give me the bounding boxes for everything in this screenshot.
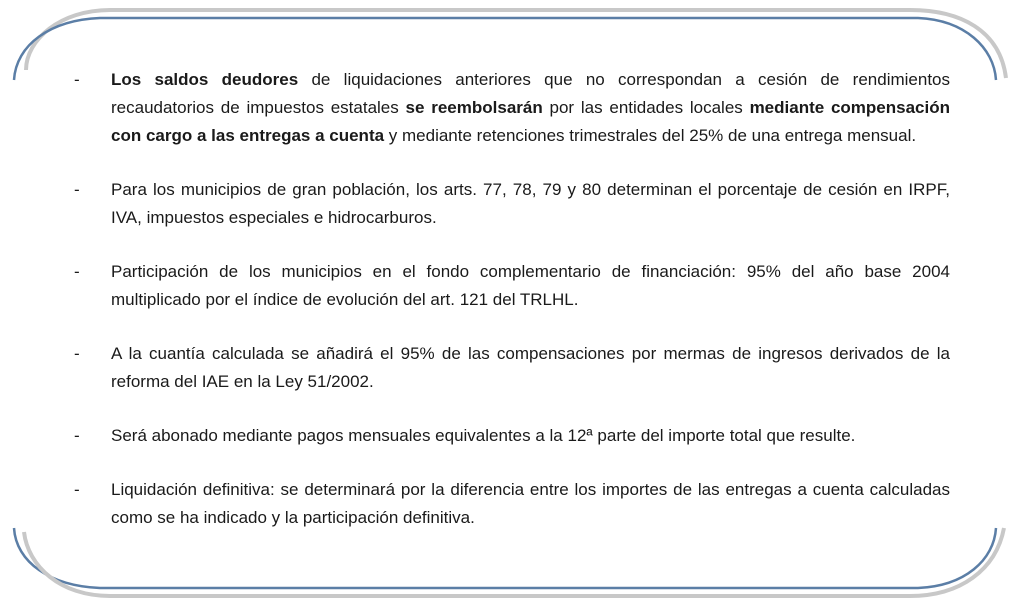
bullet-dash: - (74, 180, 80, 199)
bullet-dash: - (74, 426, 80, 445)
list-item (74, 66, 950, 150)
bullet-list (74, 66, 950, 550)
list-item-text (111, 258, 950, 314)
list-item-text (111, 340, 950, 396)
text-segment: de liquidaciones anteriores que no correspondan a cesión de rendimientos recaudatorios de impuestos estatales (111, 70, 950, 117)
bold-segment: se reembolsarán (405, 98, 543, 117)
bold-segment: mediante compensación con cargo a las entregas a cuenta (111, 98, 950, 145)
text-segment: por las entidades locales (542, 98, 750, 117)
text-segment: y mediante retenciones trimestrales del 25% de una entrega mensual. (384, 126, 917, 145)
text-segment: Liquidación definitiva: se determinará por la diferencia entre los importes de las entregas a cuenta calculadas como se ha indicado y la participación definitiva. (111, 480, 950, 527)
list-item (74, 476, 950, 532)
bullet-dash: - (74, 480, 80, 499)
list-item (74, 422, 950, 450)
text-segment: Participación de los municipios en el fondo complementario de financiación: 95% del año base 2004 multiplicado por el índice de evolución del art. 121 del TRLHL. (111, 262, 950, 309)
list-item (74, 176, 950, 232)
text-segment: Será abonado mediante pagos mensuales equivalentes a la 12ª parte del importe total que resulte. (111, 426, 856, 445)
bullet-dash: - (74, 344, 80, 363)
bold-segment: Los saldos deudores (111, 70, 299, 89)
list-item-text (111, 422, 950, 450)
bullet-dash: - (74, 70, 80, 89)
text-segment: Para los municipios de gran población, los arts. 77, 78, 79 y 80 determinan el porcentaje de cesión en IRPF, IVA, impuestos especiales e hidrocarburos. (111, 180, 950, 227)
list-item-text (111, 476, 950, 532)
bullet-dash: - (74, 262, 80, 281)
list-item (74, 340, 950, 396)
text-segment: A la cuantía calculada se añadirá el 95% de las compensaciones por mermas de ingresos derivados de la reforma del IAE en la Ley 51/2002. (111, 344, 950, 391)
list-item-text (111, 176, 950, 232)
list-item (74, 258, 950, 314)
list-item-text (111, 66, 950, 150)
